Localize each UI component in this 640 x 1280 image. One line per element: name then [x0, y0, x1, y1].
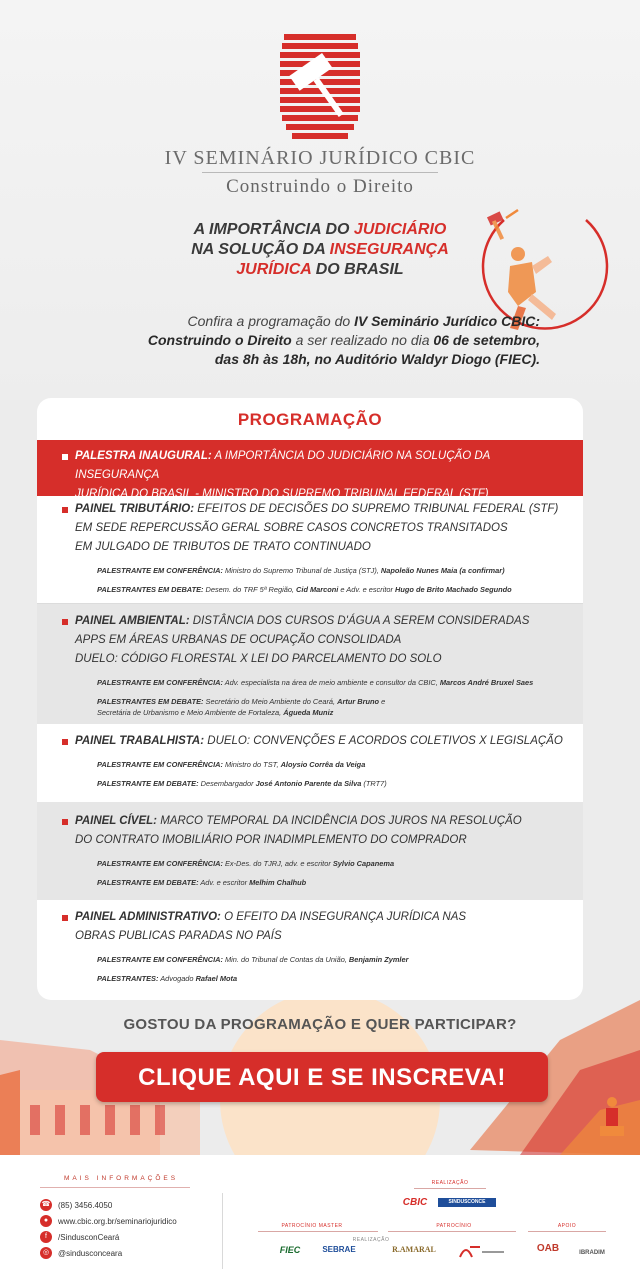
speaker-role: Secretário do Meio Ambiente do Ceará, [203, 697, 338, 706]
section-heading [75, 812, 571, 831]
speaker-label: PALESTRANTE EM CONFERÊNCIA: [97, 566, 223, 575]
speaker-label: PALESTRANTE EM CONFERÊNCIA: [97, 859, 223, 868]
speaker-details [75, 565, 571, 595]
mouse-icon: ● [40, 1215, 52, 1227]
section-label: PALESTRA INAUGURAL: [75, 450, 212, 462]
speaker-role: Ministro do TST, [222, 760, 281, 769]
speaker-conference [97, 759, 571, 770]
instagram-link[interactable]: @sindusconceara [58, 1248, 123, 1258]
register-button[interactable]: CLIQUE AQUI E SE INSCREVA! [96, 1052, 548, 1102]
headline-part: DO BRASIL [311, 261, 404, 278]
speaker-role: e [379, 697, 386, 706]
section-trabalhista [37, 724, 583, 802]
intro-part: a ser realizado no dia [291, 332, 434, 348]
intro-part: Confira a programação do [187, 313, 355, 329]
speaker-label: PALESTRANTES EM DEBATE: [97, 697, 204, 706]
speaker-label: PALESTRANTE EM DEBATE: [97, 878, 199, 887]
section-heading-line: EM JULGADO DE TRIBUTOS DE TRATO CONTINUADO [75, 541, 371, 553]
speaker-role: Desem. do TRF 5ª Região, [203, 585, 297, 594]
divider [388, 1231, 516, 1232]
section-heading [75, 447, 571, 485]
program-card [37, 398, 583, 1000]
bullet-icon [62, 507, 68, 513]
section-heading [75, 500, 571, 519]
divider [414, 1188, 486, 1189]
speaker-label: PALESTRANTES EM DEBATE: [97, 585, 204, 594]
instagram-icon: ◎ [40, 1247, 52, 1259]
section-administrativo [37, 900, 583, 1000]
speaker-name: Melhim Chalhub [249, 878, 307, 887]
speaker-details [75, 759, 571, 789]
section-tributario [37, 496, 583, 604]
bullet-icon [62, 619, 68, 625]
section-label: PAINEL TRIBUTÁRIO: [75, 503, 195, 515]
speaker-name: Rafael Mota [195, 974, 238, 983]
section-heading-line: OBRAS PUBLICAS PARADAS NO PAÍS [75, 930, 282, 942]
headline-highlight: JURÍDICA [236, 261, 312, 278]
speaker-other [97, 973, 571, 984]
speaker-label: PALESTRANTE EM DEBATE: [97, 779, 199, 788]
patrocinio-label: PATROCÍNIO [436, 1223, 472, 1229]
section-label: PAINEL TRABALHISTA: [75, 735, 205, 747]
speaker-role: Desembargador [198, 779, 256, 788]
section-text: MARCO TEMPORAL DA INCIDÊNCIA DOS JUROS NA RESOLUÇÃO [157, 815, 522, 827]
section-text: A IMPORTÂNCIA DO JUDICIÁRIO NA SOLUÇÃO DA INSEGURANÇA [75, 450, 490, 481]
speaker-role: e Adv. e escritor [338, 585, 396, 594]
headline-highlight: INSEGURANÇA [329, 241, 449, 258]
oab-logo: OAB [536, 1243, 560, 1254]
speaker-debate [97, 696, 571, 718]
section-text: EFEITOS DE DECISÕES DO SUPREMO TRIBUNAL FEDERAL (STF) [194, 503, 559, 515]
speaker-name: Cid Marconi [296, 585, 339, 594]
program-title: PROGRAMAÇÃO [237, 410, 383, 429]
speaker-conference [97, 954, 571, 965]
speaker-details [75, 954, 571, 984]
divider [40, 1187, 190, 1188]
speaker-details [75, 677, 571, 718]
cta-question: GOSTOU DA PROGRAMAÇÃO E QUER PARTICIPAR? [123, 1016, 517, 1033]
intro-bold: Construindo o Direito [147, 332, 292, 348]
speaker-label: PALESTRANTES: [97, 974, 159, 983]
speaker-role: Adv. e escritor [198, 878, 250, 887]
cbic-logo: CBIC [402, 1197, 428, 1208]
section-ambiental [37, 604, 583, 724]
section-civel [37, 802, 583, 900]
sebrae-logo: SEBRAE [322, 1245, 356, 1254]
speaker-role: Advogado [158, 974, 196, 983]
contact-instagram[interactable] [40, 1247, 122, 1259]
section-inaugural [37, 440, 583, 500]
contact-phone[interactable] [40, 1199, 112, 1211]
speaker-name: Hugo de Brito Machado Segundo [395, 585, 512, 594]
speaker-name: Napoleão Nunes Maia (a confirmar) [380, 566, 505, 575]
section-text: O EFEITO DA INSEGURANÇA JURÍDICA NAS [220, 911, 467, 923]
section-label: PAINEL ADMINISTRATIVO: [75, 911, 221, 923]
speaker-role: Min. do Tribunal de Contas da União, [222, 955, 349, 964]
bullet-icon [62, 454, 68, 460]
realizacao-label: REALIZAÇÃO [431, 1180, 469, 1186]
section-text: DISTÂNCIA DOS CURSOS D'ÁGUA A SEREM CONSIDERADAS [189, 615, 530, 627]
speaker-role: Ex-Des. do TJRJ, adv. e escritor [222, 859, 333, 868]
patrocinio-master-label: PATROCÍNIO MASTER [281, 1223, 343, 1229]
section-heading-line: DO CONTRATO IMOBILIÁRIO POR INADIMPLEMENTO DO COMPRADOR [75, 834, 467, 846]
headline-part: A IMPORTÂNCIA DO [193, 221, 354, 238]
seminar-subtitle: Construindo o Direito [226, 176, 414, 197]
title-divider [202, 172, 438, 173]
speaker-debate [97, 778, 571, 789]
bullet-icon [62, 739, 68, 745]
section-heading-line: APPS EM ÁREAS URBANAS DE OCUPAÇÃO CONSOLIDADA [75, 634, 402, 646]
bullet-icon [62, 819, 68, 825]
section-heading-line: DUELO: CÓDIGO FLORESTAL X LEI DO PARCELAMENTO DO SOLO [75, 653, 442, 665]
headline-part: NA SOLUÇÃO DA [191, 241, 330, 258]
fiec-logo: FIEC [279, 1245, 301, 1255]
intro-bold: IV Seminário Jurídico CBIC: [354, 313, 540, 329]
section-label: PAINEL CÍVEL: [75, 815, 157, 827]
speaker-name: Aloysio Corrêa da Veiga [280, 760, 366, 769]
sinduscon-logo: SINDUSCONCE [438, 1198, 496, 1207]
intro-bold: 06 de setembro, [433, 332, 540, 348]
speaker-name: Benjamin Zymler [348, 955, 409, 964]
speaker-debate [97, 584, 571, 595]
headline-highlight: JUDICIÁRIO [353, 221, 447, 238]
seminar-title: IV SEMINÁRIO JURÍDICO CBIC [164, 147, 476, 169]
section-heading [75, 612, 571, 631]
partner-logo-icon [456, 1241, 506, 1259]
bullet-icon [62, 915, 68, 921]
speaker-details [75, 858, 571, 888]
section-text: DUELO: CONVENÇÕES E ACORDOS COLETIVOS X LEGISLAÇÃO [204, 735, 563, 747]
phone-text: (85) 3456.4050 [58, 1200, 113, 1210]
speaker-name: Marcos André Bruxel Saes [439, 678, 534, 687]
speaker-name: Sylvio Capanema [332, 859, 395, 868]
more-info-label: MAIS INFORMAÇÕES [64, 1175, 179, 1182]
intro-bold: das 8h às 18h, no Auditório Waldyr Diogo (FIEC). [214, 351, 540, 367]
apoio-label: APOIO [557, 1223, 577, 1229]
realizacao-small-label: REALIZAÇÃO [352, 1237, 390, 1243]
speaker-name: Artur Bruno [337, 697, 380, 706]
speaker-role: Ministro do Supremo Tribunal de Justiça (STJ), [222, 566, 381, 575]
speaker-role: Secretária de Urbanismo e Meio Ambiente de Fortaleza, [97, 708, 284, 717]
ramaral-logo: R.AMARAL [392, 1245, 436, 1254]
section-label: PAINEL AMBIENTAL: [75, 615, 190, 627]
footer [0, 1155, 640, 1280]
speaker-label: PALESTRANTE EM CONFERÊNCIA: [97, 760, 223, 769]
section-heading [75, 732, 571, 751]
facebook-link[interactable]: /SindusconCeará [58, 1232, 120, 1242]
speaker-debate [97, 877, 571, 888]
divider [222, 1193, 223, 1269]
speaker-conference [97, 858, 571, 869]
website-link[interactable]: www.cbic.org.br/seminariojuridico [58, 1216, 177, 1226]
divider [528, 1231, 606, 1232]
divider [258, 1231, 378, 1232]
section-heading-line: EM SEDE REPERCUSSÃO GERAL SOBRE CASOS CONCRETOS TRANSITADOS [75, 522, 508, 534]
section-heading-line: JURÍDICA DO BRASIL - MINISTRO DO SUPREMO TRIBUNAL FEDERAL (STF) [75, 488, 489, 500]
contact-facebook[interactable] [40, 1231, 119, 1243]
speaker-conference [97, 677, 571, 688]
ibradim-logo: IBRADIM [579, 1250, 605, 1256]
speaker-conference [97, 565, 571, 576]
contact-website[interactable] [40, 1215, 177, 1227]
speaker-role: Adv. especialista na área de meio ambiente e consultor da CBIC, [222, 678, 440, 687]
intro-text [110, 312, 540, 369]
speaker-label: PALESTRANTE EM CONFERÊNCIA: [97, 955, 223, 964]
speaker-label: PALESTRANTE EM CONFERÊNCIA: [97, 678, 223, 687]
phone-icon: ☎ [40, 1199, 52, 1211]
section-heading [75, 908, 571, 927]
speaker-role: (TRT7) [361, 779, 387, 788]
speaker-name: Águeda Muniz [283, 708, 334, 717]
seminar-logo-icon [276, 30, 364, 148]
headline [160, 220, 480, 280]
speaker-name: José Antonio Parente da Silva [255, 779, 362, 788]
facebook-icon: f [40, 1231, 52, 1243]
